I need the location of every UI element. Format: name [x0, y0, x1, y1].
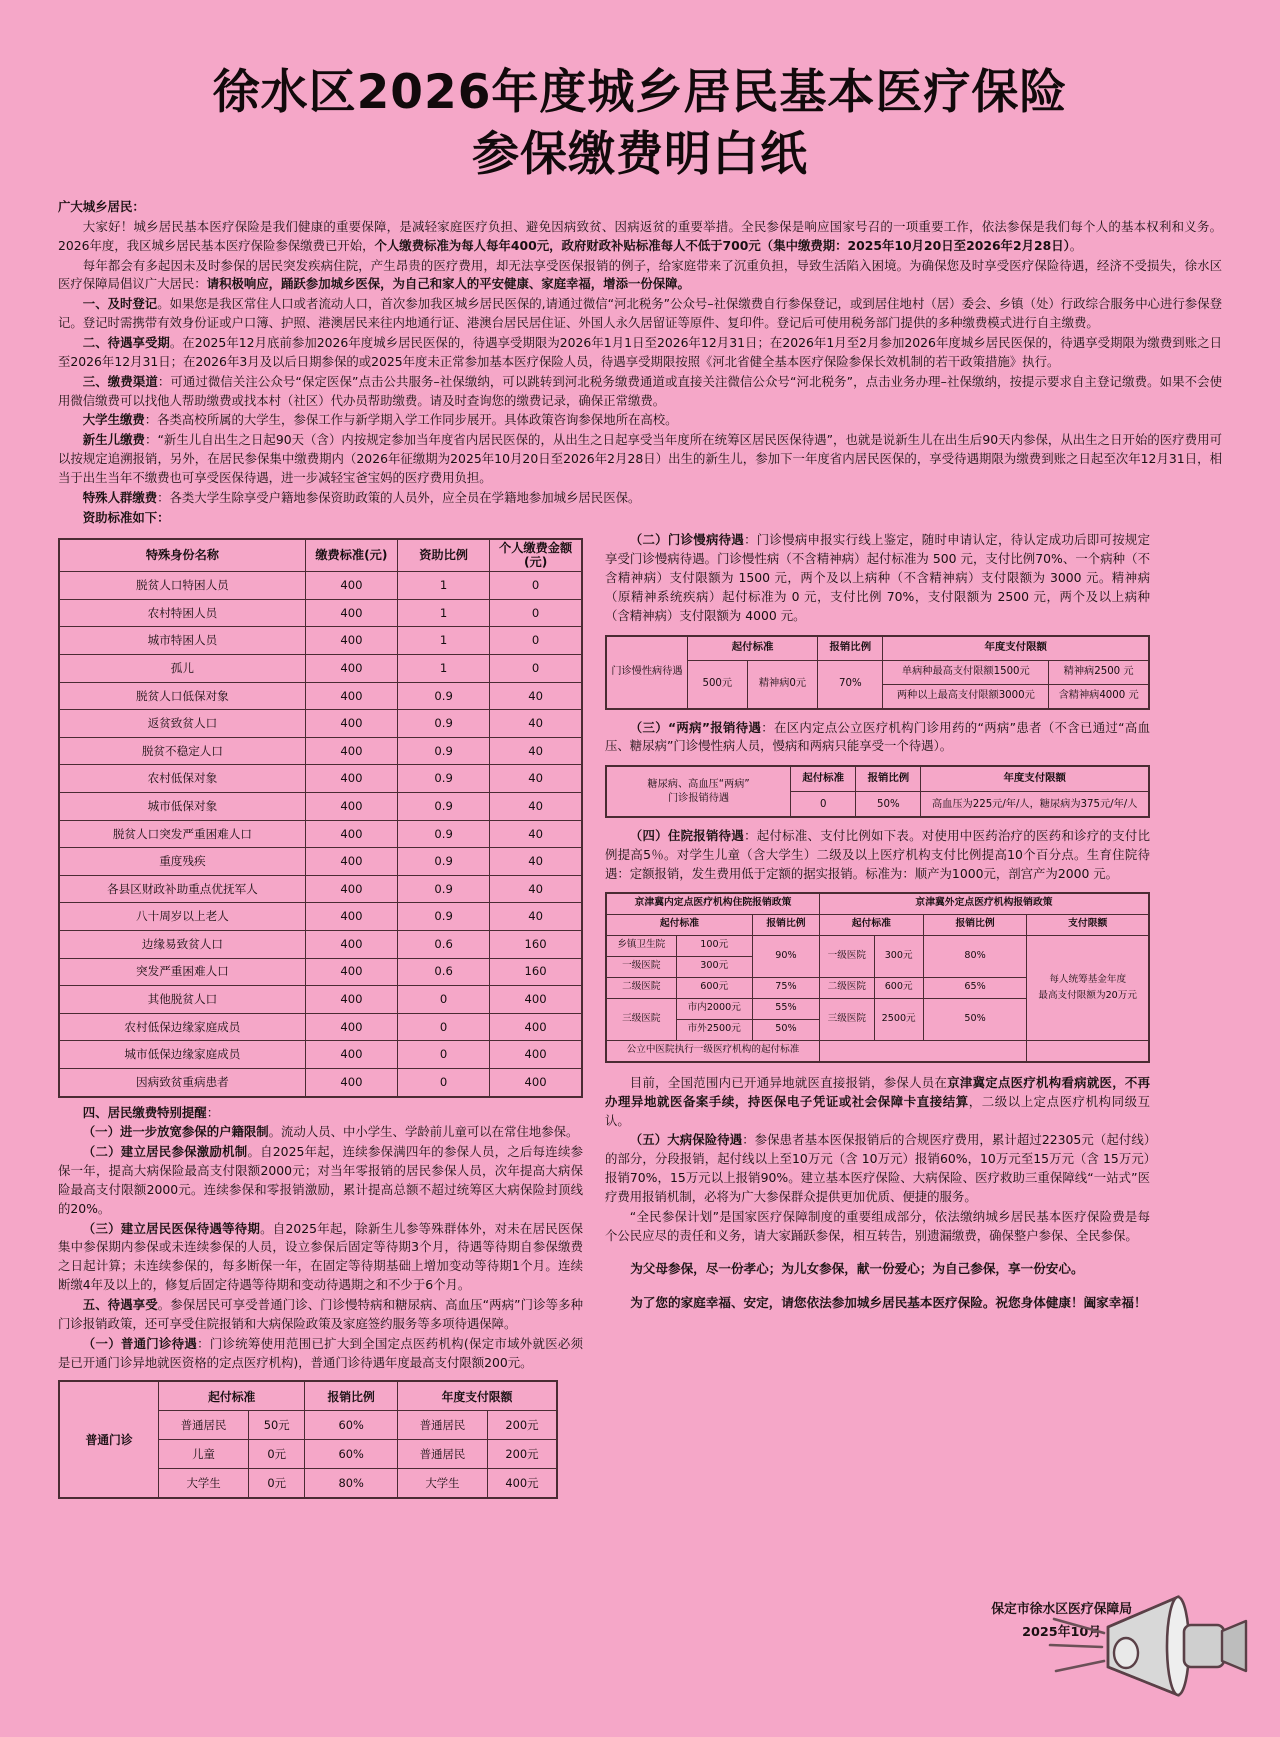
- table-row: [59, 765, 582, 793]
- subsidy-cell-9-3: 40: [490, 820, 582, 848]
- subsidy-cell-5-0: 返贫致贫人口: [59, 710, 305, 738]
- major-label: （五）大病保险待遇: [629, 1132, 743, 1148]
- hosp-out-level-1: 一级医院: [820, 935, 875, 977]
- subsidy-cell-5-3: 40: [490, 710, 582, 738]
- subsidy-header-2: 资助比例: [398, 539, 490, 571]
- hosp-label: （四）住院报销待遇: [629, 828, 745, 844]
- subsidy-cell-18-2: 0: [398, 1068, 490, 1096]
- subsidy-cell-12-2: 0.9: [398, 903, 490, 931]
- item-3-label: （三）建立居民医保待遇等待期: [82, 1220, 261, 1236]
- section-4-item-3: [58, 1220, 583, 1295]
- subsidy-cell-16-0: 农村低保边缘家庭成员: [59, 1013, 305, 1041]
- section-5-benefits: [58, 1296, 583, 1334]
- table-row: [606, 914, 1149, 935]
- hosp-out-qifu-3: 2500元: [874, 998, 923, 1040]
- general-outpatient-benefit: [58, 1335, 583, 1373]
- hosp-limit-cell: [1027, 935, 1149, 1040]
- two-disease-text: ：在区内定点公立医疗机构门诊用药的“两病”患者（不含已通过“高血压、糖尿病”门诊慢性病人员，慢病和两病只能享受一个待遇）。: [605, 719, 1150, 754]
- subsidy-cell-3-3: 0: [490, 655, 582, 683]
- subsidy-cell-13-1: 400: [305, 930, 397, 958]
- left-column: [58, 531, 583, 1499]
- intro-p1-text: 大家好！城乡居民基本医疗保险是我们健康的重要保障，是减轻家庭医疗负担、避免因病致贫、因病返贫的重要举措。全民参保是响应国家号召的一项重要工作，依法参保是我们每个人的基本权利和义务。2026年度，我区城乡居民基本医疗保险参保缴费已开始，: [58, 218, 1222, 253]
- special-group-payment: [58, 489, 1222, 508]
- subsidy-cell-12-1: 400: [305, 903, 397, 931]
- slogan-1: 为父母参保，尽一份孝心；为儿女参保，献一份爱心；为自己参保，享一份安心。: [630, 1261, 1084, 1277]
- subsidy-cell-11-0: 各县区财政补助重点优抚军人: [59, 875, 305, 903]
- hosp-in-level-3: 三级医院: [606, 998, 676, 1040]
- item-2-text: 。自2025年起，连续参保满四年的参保人员，之后每连续参保一年，提高大病保险最高支付限额2000元；对当年零报销的居民参保人员，次年提高大病保险最高支付限额2000元。连续参保和零报销激励，累计提高总额不超过统筹区大病保险封顶线的20%。: [58, 1144, 583, 1216]
- outpatient-cell-1-3: 普通居民: [398, 1440, 488, 1469]
- subsidy-cell-6-0: 脱贫不稳定人口: [59, 737, 305, 765]
- hosp-in-qifu-3-outside: 市外2500元: [676, 1019, 752, 1040]
- subsidy-cell-8-0: 城市低保对象: [59, 793, 305, 821]
- slogan-2: 为了您的家庭幸福、安定，请您依法参加城乡居民基本医疗保险。祝您身体健康！阖家幸福！: [630, 1294, 1147, 1310]
- item-2-label: （二）建立居民参保激励机制: [82, 1144, 248, 1160]
- chronic-bili: 70%: [818, 660, 883, 709]
- outpatient-cell-0-0: 普通居民: [159, 1411, 249, 1440]
- table-row: [606, 1040, 1149, 1062]
- subsidy-cell-16-3: 400: [490, 1013, 582, 1041]
- subsidy-cell-10-1: 400: [305, 848, 397, 876]
- section-4-item-1: [58, 1123, 583, 1142]
- outpatient-text: ：门诊统筹使用范围已扩大到全国定点医药机构(保定市域外就医必须是已开通门诊异地就医资格的定点医疗机构)，普通门诊待遇年度最高支付限额200元。: [58, 1335, 584, 1370]
- outpatient-cell-0-1: 50元: [249, 1411, 305, 1440]
- section-1-label: 一、及时登记: [82, 296, 158, 312]
- subsidy-cell-1-1: 400: [305, 599, 397, 627]
- college-text: ：各类高校所属的大学生，参保工作与新学期入学工作同步展开。具体政策咨询参保地所在高校。: [144, 412, 678, 428]
- section-1-text: 。如果您是我区常住人口或者流动人口，首次参加我区城乡居民医保的,请通过微信“河北税务”公众号–社保缴费自行参保登记，或到居住地村（居）委会、乡镇（处）行政综合服务中心进行参保登记。登记时需携带有效身份证或户口簿、护照、港澳居民来往内地通行证、港澳台居民居住证、外国人永久居留证等原件、复印件。登记后可使用税务部门提供的多种缴费模式进行自主缴费。: [58, 296, 1222, 331]
- subsidy-cell-2-2: 1: [398, 627, 490, 655]
- right-column: [605, 531, 1150, 1312]
- subsidy-cell-6-3: 40: [490, 737, 582, 765]
- hosp-in-bili-2: 75%: [752, 977, 819, 998]
- major-text: ：参保患者基本医保报销后的合规医疗费用，累计超过22305元（起付线）的部分，分段报销，起付线以上至10万元（含 10万元）报销60%，10万元至15万元（含 15万元）报销70%，15万元以上报销90%。建立基本医疗保险、大病保险、医疗救助三重保障线“一站式”医疗费用报销机制，必将为广大参保群众提供更加优质、便捷的服务。: [605, 1132, 1151, 1204]
- hosp-group-in: 京津冀内定点医疗机构住院报销政策: [606, 893, 820, 915]
- subsidy-cell-16-2: 0: [398, 1013, 490, 1041]
- table-row: [59, 627, 582, 655]
- subsidy-cell-11-2: 0.9: [398, 875, 490, 903]
- subsidy-cell-18-3: 400: [490, 1068, 582, 1096]
- two-disease-h-limit: 年度支付限额: [921, 766, 1149, 792]
- outpatient-header-1: 报销比例: [305, 1381, 398, 1411]
- chronic-limit-single: 单病种最高支付限额1500元: [883, 660, 1049, 684]
- outpatient-header-0: 起付标准: [159, 1381, 305, 1411]
- subsidy-cell-1-0: 农村特困人员: [59, 599, 305, 627]
- section-1-registration: [58, 295, 1222, 333]
- subsidy-cell-9-2: 0.9: [398, 820, 490, 848]
- subsidy-cell-17-0: 城市低保边缘家庭成员: [59, 1041, 305, 1069]
- item-1-label: （一）进一步放宽参保的户籍限制: [82, 1124, 269, 1140]
- issuing-organization: 保定市徐水区医疗保障局: [991, 1601, 1132, 1617]
- subsidy-cell-9-1: 400: [305, 820, 397, 848]
- subsidy-cell-3-2: 1: [398, 655, 490, 683]
- two-disease-qifu: 0: [791, 792, 856, 818]
- two-disease-row-label-2: 门诊报销待遇: [667, 792, 730, 804]
- intro-p1-tail: 。: [1069, 237, 1083, 253]
- intro-p1-bold: 个人缴费标准为每人每年400元，政府财政补贴标准每人不低于700元（集中缴费期：2025年10月20日至2026年2月28日）: [374, 237, 1070, 253]
- subsidy-cell-17-1: 400: [305, 1041, 397, 1069]
- hosp-in-h-qifu: 起付标准: [606, 914, 752, 935]
- subsidy-cell-5-1: 400: [305, 710, 397, 738]
- hosp-out-qifu-2: 600元: [874, 977, 923, 998]
- chronic-limit-multi: 两种以上最高支付限额3000元: [883, 684, 1049, 709]
- two-disease-row-label-1: 糖尿病、高血压“两病”: [647, 779, 750, 791]
- table-row: [606, 636, 1149, 661]
- table-row: [606, 766, 1149, 792]
- chronic-h-bili: 报销比例: [818, 636, 883, 661]
- subsidy-cell-14-2: 0.6: [398, 958, 490, 986]
- hosp-in-qifu-3-city: 市内2000元: [676, 998, 752, 1019]
- remote-text-b: ，二级以上定点医疗机构同级互认。: [605, 1093, 1151, 1128]
- subsidy-cell-10-3: 40: [490, 848, 582, 876]
- outpatient-cell-2-0: 大学生: [159, 1469, 249, 1499]
- content-columns: [0, 531, 1280, 1499]
- newborn-text: ：“新生儿自出生之日起90天（含）内按规定参加当年度省内居民医保的，从出生之日起享受当年度所在统筹区居民医保待遇”，也就是说新生儿在出生后90天内参保，从出生之日开始的医疗费用可以按规定追溯报销，另外，在居民参保集中缴费期内（2026年征缴期为2025年10月20日至2026年2月28日）出生的新生儿，参加下一年度省内居民医保的，享受待遇期限为缴费到账之日起至次年12月31日，相当于出生当年不缴费也可享受医保待遇，进一步减轻宝爸宝妈的医疗费用负担。: [58, 432, 1223, 485]
- subsidy-cell-14-0: 突发严重困难人口: [59, 958, 305, 986]
- section-5-label: 五、待遇享受: [82, 1296, 158, 1312]
- college-label: 大学生缴费: [82, 412, 145, 428]
- item-3-text: 。自2025年起，除新生儿参等殊群体外，对未在居民医保集中参保期内参保或未连续参保的人员，设立参保后固定等待期3个月，待遇等待期自参保缴费之日起计算；未连续参保的，每多断保一年，在固定等待期基础上增加变动等待期1个月。连续断缴4年及以上的，修复后固定待遇等待期和变动待遇期之和不少于6个月。: [58, 1220, 584, 1293]
- subsidy-cell-9-0: 脱贫人口突发严重困难人口: [59, 820, 305, 848]
- remote-settlement-note: [605, 1074, 1150, 1131]
- hosp-footer-limit-blank: [1027, 1040, 1149, 1062]
- outpatient-cell-1-2: 60%: [305, 1440, 398, 1469]
- section-3-label: 三、缴费渠道: [82, 373, 158, 389]
- college-student-payment: [58, 411, 1222, 430]
- megaphone-icon: [1046, 1575, 1256, 1715]
- outpatient-cell-0-3: 普通居民: [398, 1411, 488, 1440]
- table-row: [59, 875, 582, 903]
- general-outpatient-table: [58, 1380, 558, 1499]
- subsidy-intro: 资助标准如下：: [82, 509, 170, 525]
- hosp-footer-blank: [820, 1040, 1027, 1062]
- section-4-item-2: [58, 1143, 583, 1218]
- section-3-payment-channels: [58, 373, 1222, 411]
- subsidy-cell-7-3: 40: [490, 765, 582, 793]
- subsidy-cell-12-3: 40: [490, 903, 582, 931]
- table-row: [59, 1013, 582, 1041]
- chronic-label: （二）门诊慢病待遇: [629, 532, 745, 548]
- hosp-out-h-bili: 报销比例: [923, 914, 1027, 935]
- outpatient-cell-0-4: 200元: [487, 1411, 557, 1440]
- subsidy-cell-12-0: 八十周岁以上老人: [59, 903, 305, 931]
- table-row: [59, 820, 582, 848]
- table-row: [606, 935, 1149, 956]
- table-row: [59, 710, 582, 738]
- newborn-payment: [58, 431, 1222, 488]
- section-2-text: 。在2025年12月底前参加2026年度城乡居民医保的，待遇享受期限为2026年1月1日至2026年12月31日；在2026年1月至2月参加2026年度城乡居民医保的，待遇享受期限为缴费到账之日至2026年12月31日；在2026年3月及以后日期参保的或2025年度未正常参加基本医疗保险人员，待遇享受期限按照《河北省健全基本医疗保险参保长效机制的若干政策措施》执行。: [58, 334, 1223, 369]
- hosp-in-h-bili: 报销比例: [752, 914, 819, 935]
- table-row: [59, 793, 582, 821]
- hosp-in-qifu-township: 100元: [676, 935, 752, 956]
- chronic-h-limit: 年度支付限额: [883, 636, 1149, 661]
- outpatient-cell-2-4: 400元: [487, 1469, 557, 1499]
- chronic-text: ：门诊慢病申报实行线上鉴定，随时申请认定，待认定成功后即可按规定享受门诊慢病待遇。门诊慢性病（不含精神病）起付标准为 500 元，支付比例70%、一个病种（不含精神病）支付限额为 1500 元，两个及以上病种（不含精神病）支付限额为 3000 元。精神病（原精神系统疾病）起付标准为 0 元，支付比例 70%，支付限额为 2500 元，两个及以上病种（含精神病）支付限额为 4000 元。: [605, 532, 1151, 623]
- chronic-qifu-normal: 500元: [687, 660, 747, 709]
- outpatient-cell-2-1: 0元: [249, 1469, 305, 1499]
- page-title: [0, 0, 1280, 192]
- two-disease-limit: 高血压为225元/年/人，糖尿病为375元/年/人: [921, 792, 1149, 818]
- intro-paragraph-2: [58, 257, 1222, 295]
- subsidy-cell-0-1: 400: [305, 572, 397, 600]
- subsidy-cell-15-1: 400: [305, 986, 397, 1014]
- subsidy-cell-14-1: 400: [305, 958, 397, 986]
- subsidy-cell-4-3: 40: [490, 682, 582, 710]
- outpatient-cell-1-4: 200元: [487, 1440, 557, 1469]
- table-row: [59, 1041, 582, 1069]
- section-5-text: 。参保居民可享受普通门诊、门诊慢特病和糖尿病、高血压“两病”门诊等多种门诊报销政策，还可享受住院报销和大病保险政策及家庭签约服务等多项待遇保障。: [58, 1296, 584, 1331]
- subsidy-cell-8-2: 0.9: [398, 793, 490, 821]
- two-disease-h-qifu: 起付标准: [791, 766, 856, 792]
- table-row: [59, 930, 582, 958]
- section-4-reminder: [58, 1104, 583, 1123]
- intro-block: [0, 192, 1280, 527]
- universal-coverage-note: “全民参保计划”是国家医疗保障制度的重要组成部分，依法缴纳城乡居民基本医疗保险费是每个公民应尽的责任和义务，请大家踊跃参保，相互转告，别遗漏缴费，确保整户参保、全民参保。: [605, 1208, 1150, 1243]
- hosp-text: ：起付标准、支付比例如下表。对使用中医药治疗的医药和诊疗的支付比例提高5％。对学生儿童（含大学生）二级及以上医疗机构支付比例提高10个百分点。生育住院待遇：定额报销，发生费用低于定额的据实报销。标准为：顺产为1000元，剖宫产为2000 元。: [605, 828, 1151, 881]
- hosp-group-out: 京津冀外定点医疗机构报销政策: [820, 893, 1150, 915]
- hosp-out-level-2: 二级医院: [820, 977, 875, 998]
- subsidy-cell-18-1: 400: [305, 1068, 397, 1096]
- intro-p2-bold: 请积极响应，踊跃参加城乡医保，为自己和家人的平安健康、家庭幸福，增添一份保障。: [206, 276, 690, 292]
- table-row: [59, 986, 582, 1014]
- table-row: [59, 572, 582, 600]
- section-2-benefit-period: [58, 334, 1222, 372]
- table-row: [59, 682, 582, 710]
- subsidy-cell-8-1: 400: [305, 793, 397, 821]
- section-3-text: ：可通过微信关注公众号“保定医保”点击公共服务–社保缴纳，可以跳转到河北税务缴费通道或直接关注微信公众号“河北税务”，点击业务办理–社保缴纳，按提示要求自主登记缴费。如果不会使用微信缴费可以找他人帮助缴费或找本村（社区）代办员帮助缴费。请及时查询您的缴费记录，确保正常缴费。: [58, 373, 1222, 408]
- special-text: ：各类大学生除享受户籍地参保资助政策的人员外，应全员在学籍地参加城乡居民医保。: [157, 489, 641, 505]
- hosp-limit-line-1: 每人统筹基金年度: [1049, 973, 1127, 985]
- hosp-limit-line-2: 最高支付限额为20万元: [1038, 989, 1137, 1001]
- table-row: [59, 958, 582, 986]
- hosp-in-level-2: 二级医院: [606, 977, 676, 998]
- table-header-row: [59, 1381, 557, 1411]
- hosp-in-qifu-2: 600元: [676, 977, 752, 998]
- subsidy-cell-0-3: 0: [490, 572, 582, 600]
- subsidy-cell-13-2: 0.6: [398, 930, 490, 958]
- subsidy-cell-2-3: 0: [490, 627, 582, 655]
- major-illness-benefit: [605, 1131, 1150, 1206]
- outpatient-row-label: 普通门诊: [59, 1381, 159, 1498]
- section-2-label: 二、待遇享受期: [82, 334, 170, 350]
- hosp-out-h-qifu: 起付标准: [820, 914, 924, 935]
- subsidy-cell-13-0: 边缘易致贫人口: [59, 930, 305, 958]
- table-header-row: [59, 539, 582, 571]
- subsidy-cell-5-2: 0.9: [398, 710, 490, 738]
- chronic-disease-benefit: [605, 531, 1150, 625]
- chronic-h-qifu: 起付标准: [687, 636, 817, 661]
- outpatient-label: （一）普通门诊待遇: [82, 1335, 198, 1351]
- subsidy-cell-7-1: 400: [305, 765, 397, 793]
- two-disease-bili: 50%: [856, 792, 921, 818]
- hosp-out-bili-1: 80%: [923, 935, 1027, 977]
- subsidy-cell-13-3: 160: [490, 930, 582, 958]
- hosp-footer-note: 公立中医院执行一级医疗机构的起付标准: [606, 1040, 820, 1062]
- subsidy-cell-11-1: 400: [305, 875, 397, 903]
- subsidy-cell-4-0: 脱贫人口低保对象: [59, 682, 305, 710]
- hosp-in-level-1: 一级医院: [606, 956, 676, 977]
- subsidy-header-0: 特殊身份名称: [59, 539, 305, 571]
- subsidy-cell-6-2: 0.9: [398, 737, 490, 765]
- special-label: 特殊人群缴费: [82, 489, 158, 505]
- subsidy-cell-10-0: 重度残疾: [59, 848, 305, 876]
- subsidy-cell-18-0: 因病致贫重病患者: [59, 1068, 305, 1096]
- hosp-in-bili-3: 55%: [752, 998, 819, 1019]
- hosp-in-level-township: 乡镇卫生院: [606, 935, 676, 956]
- outpatient-cell-2-2: 80%: [305, 1469, 398, 1499]
- subsidy-cell-17-3: 400: [490, 1041, 582, 1069]
- table-row: [59, 1068, 582, 1096]
- subsidy-standards-table: [58, 538, 583, 1097]
- intro-paragraph-1: [58, 218, 1222, 256]
- table-row: [59, 848, 582, 876]
- outpatient-header-2: 年度支付限额: [398, 1381, 557, 1411]
- subsidy-cell-6-1: 400: [305, 737, 397, 765]
- subsidy-cell-15-3: 400: [490, 986, 582, 1014]
- two-disease-h-bili: 报销比例: [856, 766, 921, 792]
- subsidy-header-1: 缴费标准(元): [305, 539, 397, 571]
- issue-date: 2025年10月: [1022, 1625, 1102, 1641]
- chronic-disease-table: [605, 635, 1150, 710]
- subsidy-cell-11-3: 40: [490, 875, 582, 903]
- subsidy-cell-0-2: 1: [398, 572, 490, 600]
- intro-p2-text: 每年都会有多起因未及时参保的居民突发疾病住院，产生昂贵的医疗费用，却无法享受医保报销的例子，给家庭带来了沉重负担，导致生活陷入困境。为确保您及时享受医疗保险待遇，经济不受损失，徐水区医疗保障局倡议广大居民：: [58, 257, 1222, 292]
- subsidy-cell-0-0: 脱贫人口特困人员: [59, 572, 305, 600]
- subsidy-cell-3-1: 400: [305, 655, 397, 683]
- subsidy-cell-3-0: 孤儿: [59, 655, 305, 683]
- hosp-in-bili-4: 50%: [752, 1019, 819, 1040]
- hosp-in-qifu-1: 300元: [676, 956, 752, 977]
- hosp-h-limit: 支付限额: [1027, 914, 1149, 935]
- hosp-out-bili-2: 65%: [923, 977, 1027, 998]
- outpatient-cell-0-2: 60%: [305, 1411, 398, 1440]
- chronic-row-label: 门诊慢性病待遇: [611, 666, 683, 678]
- title-line-2: 参保缴费明白纸: [472, 127, 808, 183]
- two-disease-label: （三）“两病”报销待遇: [629, 719, 762, 735]
- table-row: [59, 903, 582, 931]
- salutation: 广大城乡居民：: [58, 199, 145, 215]
- table-row: [59, 599, 582, 627]
- two-disease-table: [605, 765, 1150, 818]
- subsidy-cell-15-2: 0: [398, 986, 490, 1014]
- title-line-1: 徐水区2026年度城乡居民基本医疗保险: [212, 65, 1068, 120]
- newborn-label: 新生儿缴费: [82, 432, 145, 448]
- remote-text-a: 目前，全国范围内已开通异地就医直接报销，参保人员在: [629, 1074, 948, 1090]
- subsidy-cell-4-2: 0.9: [398, 682, 490, 710]
- outpatient-cell-1-0: 儿童: [159, 1440, 249, 1469]
- subsidy-cell-1-2: 1: [398, 599, 490, 627]
- outpatient-cell-1-1: 0元: [249, 1440, 305, 1469]
- table-row: [59, 655, 582, 683]
- hosp-out-qifu-1: 300元: [874, 935, 923, 977]
- subsidy-cell-8-3: 40: [490, 793, 582, 821]
- hosp-out-level-3: 三级医院: [820, 998, 875, 1040]
- subsidy-cell-2-1: 400: [305, 627, 397, 655]
- chronic-limit-with-mental: 含精神病4000 元: [1049, 684, 1149, 709]
- subsidy-cell-16-1: 400: [305, 1013, 397, 1041]
- chronic-qifu-mental: 精神病0元: [747, 660, 818, 709]
- subsidy-cell-7-2: 0.9: [398, 765, 490, 793]
- subsidy-cell-4-1: 400: [305, 682, 397, 710]
- subsidy-header-3: 个人缴费金额(元): [490, 539, 582, 571]
- subsidy-cell-7-0: 农村低保对象: [59, 765, 305, 793]
- hosp-in-bili-1: 90%: [752, 935, 819, 977]
- subsidy-cell-15-0: 其他脱贫人口: [59, 986, 305, 1014]
- subsidy-cell-17-2: 0: [398, 1041, 490, 1069]
- table-row: [606, 893, 1149, 915]
- subsidy-cell-1-3: 0: [490, 599, 582, 627]
- section-4-label: 四、居民缴费特别提醒: [82, 1104, 207, 1120]
- chronic-limit-mental: 精神病2500 元: [1049, 660, 1149, 684]
- two-disease-benefit: [605, 719, 1150, 757]
- table-row: [59, 737, 582, 765]
- hospitalization-table: [605, 892, 1150, 1063]
- item-1-text: 。流动人员、中小学生、学龄前儿童可以在常住地参保。: [268, 1124, 579, 1140]
- section-4-tail: ：: [206, 1104, 220, 1120]
- hosp-out-bili-3: 50%: [923, 998, 1027, 1040]
- subsidy-cell-10-2: 0.9: [398, 848, 490, 876]
- table-row: [606, 660, 1149, 684]
- outpatient-cell-2-3: 大学生: [398, 1469, 488, 1499]
- remote-text-bold: 京津冀定点医疗机构看病就医，不再办理异地就医备案手续，持医保电子凭证或社会保障卡直接结算: [605, 1074, 1151, 1109]
- hospitalization-benefit: [605, 827, 1150, 884]
- subsidy-cell-14-3: 160: [490, 958, 582, 986]
- subsidy-cell-2-0: 城市特困人员: [59, 627, 305, 655]
